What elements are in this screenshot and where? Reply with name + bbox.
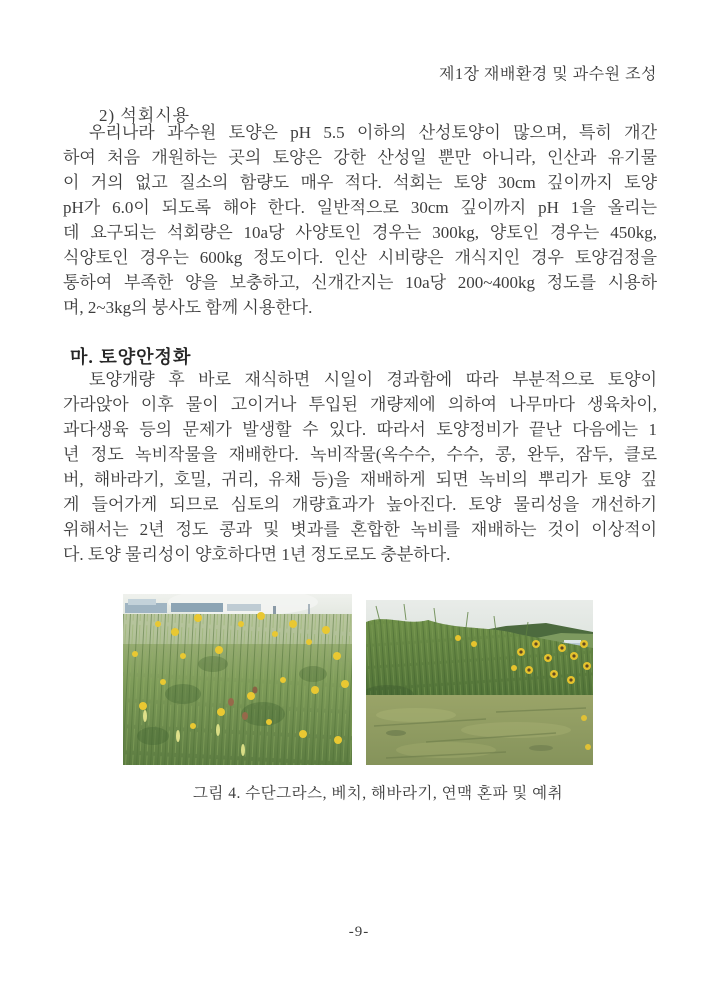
photo-green-manure-mowed [366, 600, 593, 765]
field-photo-illustration [366, 600, 593, 765]
soil-section-paragraph [63, 367, 657, 567]
body-line: 하여 처음 개원하는 곳의 토양은 강한 산성일 뿐만 아니라, 인산과 유기물 [63, 148, 657, 167]
mowed-foreground [366, 695, 593, 765]
lime-section-paragraph [63, 120, 657, 320]
field-photo-illustration [123, 594, 352, 765]
body-line: 우리나라 과수원 토양은 pH 5.5 이하의 산성토양이 많으며, 특히 개간 [89, 123, 657, 142]
body-line: 토양개량 후 바로 재식하면 시일이 경과함에 따라 부분적으로 토양이 [89, 370, 657, 389]
chapter-header: 제1장 재배환경 및 과수원 조성 [439, 66, 657, 83]
body-line: 위해서는 2년 정도 콩과 및 볏과를 혼합한 녹비를 재배하는 것이 이상적이 [63, 520, 657, 539]
body-line: 통하여 부족한 양을 보충하고, 신개간지는 10a당 200~400kg 정도를 시용하 [63, 273, 657, 292]
soil-section-heading: 마. 토양안정화 [70, 347, 192, 367]
body-line: 다. 토양 물리성이 양호하다면 1년 정도로도 충분하다. [63, 545, 451, 564]
body-line: 이 거의 없고 질소의 함량도 매우 적다. 석회는 토양 30cm 깊이까지 토양 [63, 173, 657, 192]
body-line: 과다생육 등의 문제가 발생할 수 있다. 따라서 토양정비가 끝난 다음에는 1 [63, 420, 657, 439]
body-line: 버, 해바라기, 호밀, 귀리, 유채 등)을 재배하게 되면 녹비의 뿌리가 토양 깊 [63, 470, 657, 489]
page-number: -9- [348, 924, 370, 940]
body-line: 년 정도 녹비작물을 재배한다. 녹비작물(옥수수, 수수, 콩, 완두, 잠두, 클로 [63, 445, 657, 464]
figure-caption: 그림 4. 수단그라스, 베치, 해바라기, 연맥 혼파 및 예취 [192, 785, 564, 802]
body-line: 며, 2~3kg의 붕사도 함께 시용한다. [63, 298, 313, 317]
body-line: 가라앉아 이후 물이 고이거나 투입된 개량제에 의하여 나무마다 생육차이, [63, 395, 657, 414]
lime-section-title: 2) 석회시용 [99, 106, 191, 125]
body-line: 게 들어가게 되므로 심토의 개량효과가 높아진다. 토양 물리성을 개선하기 [63, 495, 657, 514]
photo-green-manure-standing [123, 594, 352, 765]
body-line: 식양토인 경우는 600kg 정도이다. 인산 시비량은 개식지인 경우 토양검정을 [63, 248, 657, 267]
body-line: pH가 6.0이 되도록 해야 한다. 일반적으로 30cm 깊이까지 pH 1을 올리는 [63, 198, 657, 217]
body-line: 데 요구되는 석회량은 10a당 사양토인 경우는 300kg, 양토인 경우는 450kg, [63, 223, 657, 242]
